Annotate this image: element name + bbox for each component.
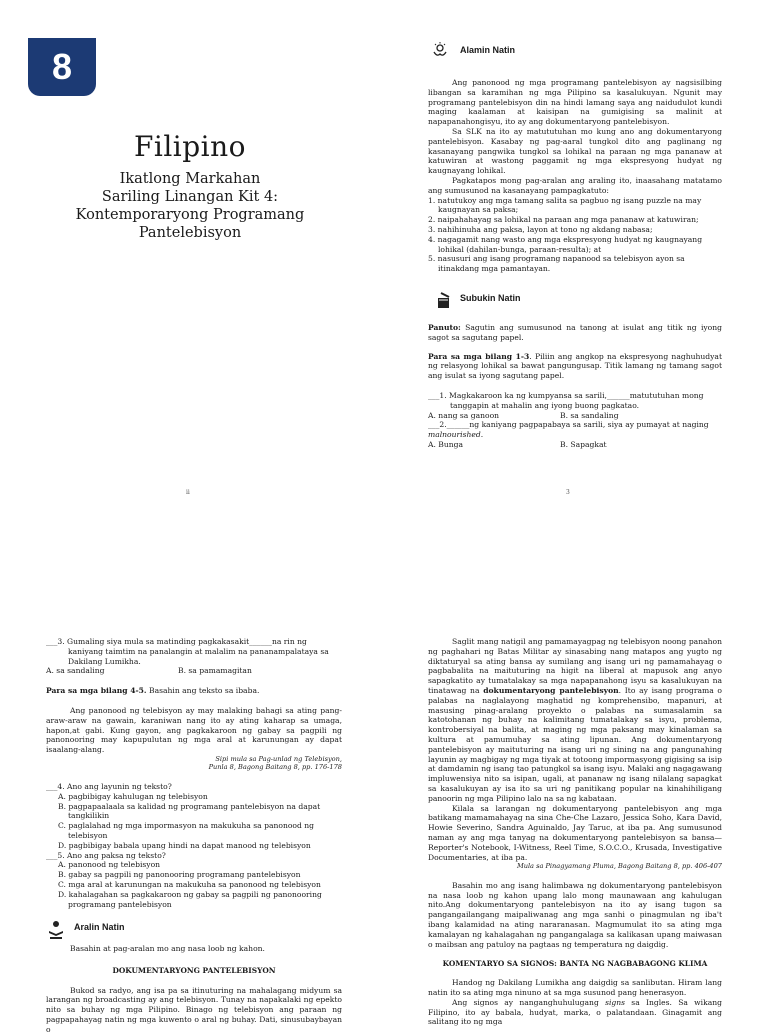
q4-option: A. pagbibigay kahulugan ng telebisyon xyxy=(58,791,208,801)
question-4: ___4. Ano ang layunin ng teksto? xyxy=(46,781,172,791)
aralin-intro: Basahin at pag-aralan mo ang nasa loob ng kahon. xyxy=(70,944,265,953)
documentary-paragraph-1 xyxy=(428,637,722,804)
q5-option: B. gabay sa pagpili ng panonooring programang pantelebisyon xyxy=(58,870,301,880)
source-line-2: Punla 8, Bagong Baitang 8, pp. 176-178 xyxy=(208,763,342,772)
page-number-left: ii xyxy=(186,489,190,496)
q2-option-a: A. Bunga xyxy=(428,439,464,449)
komentaryo-title: KOMENTARYO SA SIGNOS: BANTA NG NAGBABAGONG KLIMA xyxy=(442,959,708,969)
right-lower-body xyxy=(428,637,722,1027)
source-line-1: Sipi mula sa Pag-unlad ng Telebisyon, xyxy=(215,754,342,763)
page-number-right: 3 xyxy=(566,489,570,496)
alamin-heading: Alamin Natin xyxy=(460,45,516,55)
q5-option: A. panonood ng telebisyon xyxy=(58,860,161,870)
q1-option-b: B. sa sandaling xyxy=(560,410,619,420)
cover-topic-line1: Kontemporaryong Programang xyxy=(75,207,305,223)
panuto-text: Sagutin ang sumusunod na tanong at isulat ang titik ng iyong sagot sa sagutang papel. xyxy=(428,323,722,342)
q1-option-a: A. nang sa ganoon xyxy=(428,410,500,420)
alamin-body xyxy=(428,78,722,274)
cover-kit: Sariling Linangan Kit 4: xyxy=(101,189,279,205)
alamin-paragraph-3: Pagkatapos mong pag-aralan ang araling ito, inaasahang matatamo ang sumusunod na kasanayang pampagkatuto: xyxy=(428,175,722,195)
objective-item: 5. nasusuri ang isang programang napanood sa telebisyon ayon sa itinakdang mga pamantayan. xyxy=(428,254,685,274)
book-pencil-icon xyxy=(436,292,452,308)
subukin-heading: Subukin Natin xyxy=(460,293,521,303)
q2-option-b: B. Sapagkat xyxy=(560,439,607,449)
question-2: ___2.______ng kaniyang pagpapabaya sa sarili, siya ay pumayat at naging xyxy=(428,420,709,430)
documentary-term: dokumentaryong pantelebisyon xyxy=(483,685,619,695)
objective-item: 2. naipahahayag sa lohikal na paraan ang mga pananaw at katuwiran; xyxy=(428,215,699,225)
alamin-paragraph-1: Ang panonood ng mga programang pantelebisyon ay nagsisilbing libangan sa karamihan ng mga Pilipino sa kasalukuyan. Ngunit may programang pantelebisyon din na hindi lamang saya ang naidudulot kundi maging kaalaman at kaisipan na gumigising sa malinit at napapanahongisyu, ito ay ang dokumentaryong pantelebisyon. xyxy=(428,78,722,127)
passage: Ang panonood ng telebisyon ay may malaking bahagi sa ating pang-araw-araw na gawain, karaniwan nang ito ay ating kaharap sa umaga, hapon,at gabi. Kung gayon, ang pagkakaroon ng gabay sa pagpili ng panonooring may kapupulutan ng mga aral at karunungan ay dapat isaalang-alang. xyxy=(46,705,342,755)
documentary-paragraph-2: Kilala sa larangan ng dokumentaryong pantelebisyon ang mga batikang mamamahayag na sina Che-Che Lazaro, Jessica Soho, Kara David, Howie Severino, Sandra Aguinaldo, Jay Taruc, at iba pa. Ang sumusunod naman ay ang mga tanyag na dokumentaryong pantelebisyon sa bansa—Reporter's Notebook, I-Witness, Reel Time, S.O.C.O., Krusada, Investigative Documentaries, at iba pa. xyxy=(428,803,722,862)
q3-option-a: A. sa sandaling xyxy=(46,666,105,676)
q5-option: D. kahalagahan sa pagkakaroon ng gabay sa pagpili ng panonooring programang pantelebisyon xyxy=(58,889,322,909)
subukin-body xyxy=(428,323,722,450)
grade-badge: 8 xyxy=(28,38,96,96)
question-5: ___5. Ano ang paksa ng teksto? xyxy=(46,850,166,860)
documentary-p1-start: Saglit mang natigil ang pamamayagpag ng telebisyon noong panahon ng paghahari ng Batas Militar ay sinasabing nang matapos ang yugto ng diktaturyal sa ating bansa ay sumilang ang isang uri ng pamamahayag o pagbabalita na maituturing na higit na liberal at mapusok ang anyo sapagkatito ay tumatalakay sa mga napapanahong isyu sa kasalukuyan na tinatawag na xyxy=(428,637,722,695)
q5-option: C. mga aral at karunungan na makukuha sa panonood ng telebisyon xyxy=(58,879,321,889)
q4-option: D. pagbibigay babala upang hindi na dapat manood ng telebisyon xyxy=(58,840,311,850)
panuto-label: Panuto: xyxy=(428,323,461,332)
question-3: ___3. Gumaling siya mula sa matinding pagkakasakit______na rin ng kaniyang taimtim na panalangin at malalim na pananampalataya sa Dakilang Lumikha. xyxy=(46,637,329,666)
q4-option: C. paglalahad ng mga impormasyon na makukuha sa panonood ng telebisyon xyxy=(58,821,314,840)
left-lower-body xyxy=(46,637,342,909)
documentary-paragraph-3: Basahin mo ang isang halimbawa ng dokumentaryong pantelebisyon na nasa loob ng kahon upang lalo mong maunawaan ang kahulugan nito.Ang dokumentaryong pantelebisyon na ito ay isang tugon sa pangangailangang maipaliwanag ang mga sanhi o pinagmulan ng iba't ibang kalamidad na ating nararanasan. Magmumulat ito sa ating mga kamalayan ng kahalagahan ng pangangalaga sa kalikasan upang maiwasan o maibsan ang patuloy na pagtaas ng temperatura ng daigdig. xyxy=(428,880,722,949)
para45-text: Basahin ang teksto sa ibaba. xyxy=(146,686,260,696)
objective-item: 1. natutukoy ang mga tamang salita sa pagbuo ng isang puzzle na may kaugnayan sa paksa; xyxy=(428,195,702,215)
alamin-paragraph-2: Sa SLK na ito ay matututuhan mo kung ano ang dokumentaryong pantelebisyon. Kasabay ng pag-aaral tungkol dito ang paglinang ng kasanayang pangwika tungkol sa lohikal na paraan ng mga pananaw at katuwiran at wastong paggamit ng mga ekspresyong hudyat ng kaugnayang lohikal. xyxy=(428,126,722,176)
objective-item: 3. nahihinuha ang paksa, layon at tono ng akdang nabasa; xyxy=(428,224,653,234)
para45-label: Para sa mga bilang 4-5. xyxy=(46,686,147,696)
reader-desk-icon xyxy=(46,920,66,940)
q3-option-b: B. sa pamamagitan xyxy=(178,666,252,676)
cover-topic-line2: Pantelebisyon xyxy=(138,225,242,241)
komentaryo-p2-end: sa Ingles. Sa wikang Filipino, ito ay babala, hudyat, marka, o palatandaan. Ginagamit ang salitang ito ng mga xyxy=(428,997,722,1027)
doc-title: DOKUMENTARYONG PANTELEBISYON xyxy=(112,965,276,975)
aralin-body xyxy=(46,944,342,1035)
lightbulb-hands-icon xyxy=(432,42,448,58)
question-2-italic: malnourished. xyxy=(428,430,484,440)
documentary-p1-end: . Ito ay isang programa o palabas na naglalayong maghatid ng komprehensibo, mapanuri, at masusing pinag-aralang proyekto o palabas na sumasalamin sa katotohanan ng buhay na kalimitang tumatalakay sa isyu, problema, kontrobersiyal na balita, at maging ng mga paksang may kinalaman sa kultura at pamumuhay sa ating lipunan. Ang dokumentaryong pantelebisyon ay maituturing na isang uri ng sining na ang pangunahing layunin ay magbigay ng mga tiyak at totoong impormasyong gigising sa isip at damdamin ng isang tao patungkol sa isang isyu. Malaki ang nagagawang impluwensiya nito sa isipan, ugali, at pananaw ng isang nilalang sapagkat sa kasalukuyan ay isa ito sa uri ng panitikang popular na kinahihiligang panoorin ng mga Pilipino lalo na sa ng kabataan. xyxy=(428,685,722,803)
komentaryo-paragraph-1: Handog ng Dakilang Lumikha ang daigdig sa sanlibutan. Hiram lang natin ito sa ating mga ninuno at sa mga susunod pang henerasyon. xyxy=(428,978,722,997)
q4-option: B. pagpapaalaala sa kalidad ng programang pantelebisyon na dapat tangkilikin xyxy=(58,801,321,821)
komentaryo-paragraph-2 xyxy=(428,998,722,1027)
question-1: ___1. Magkakaroon ka ng kumpyansa sa sarili,______matututuhan mong tanggapin at mahalin ang iyong buong pagkatao. xyxy=(428,390,704,410)
aralin-heading: Aralin Natin xyxy=(74,922,125,932)
signs-word: signs xyxy=(605,997,626,1007)
komentaryo-p2-start: Ang signos ay nanganghuhulugang xyxy=(452,997,606,1007)
documentary-source: Mula sa Pinagyamang Pluma, Bagong Baitang 8, pp. 406-407 xyxy=(516,862,722,871)
cover-quarter: Ikatlong Markahan xyxy=(119,171,261,187)
cover-title: Filipino xyxy=(133,130,247,163)
doc-paragraph: Bukod sa radyo, ang isa pa sa itinuturing na mahalagang midyum sa larangan ng broadcasting ay ang telebisyon. Tunay na napakalaki ng epekto nito sa buhay ng mga Pilipino. Binago ng telebisyon ang paraan ng pagpapahayag natin ng mga kuwento o aral ng buhay. Dati, sinusubaybayan o xyxy=(46,985,342,1034)
para-text: . Piliin ang angkop na ekspresyong naghuhudyat ng relasyong lohikal sa bawat pangungusap. Titik lamang ng tamang sagot ang isulat sa iyong sagutang papel. xyxy=(428,351,723,381)
objective-item: 4. nagagamit nang wasto ang mga ekspresyong hudyat ng kaugnayang lohikal (dahilan-bunga, paraan-resulta); at xyxy=(428,234,703,254)
para-label: Para sa mga bilang 1-3 xyxy=(428,351,530,361)
